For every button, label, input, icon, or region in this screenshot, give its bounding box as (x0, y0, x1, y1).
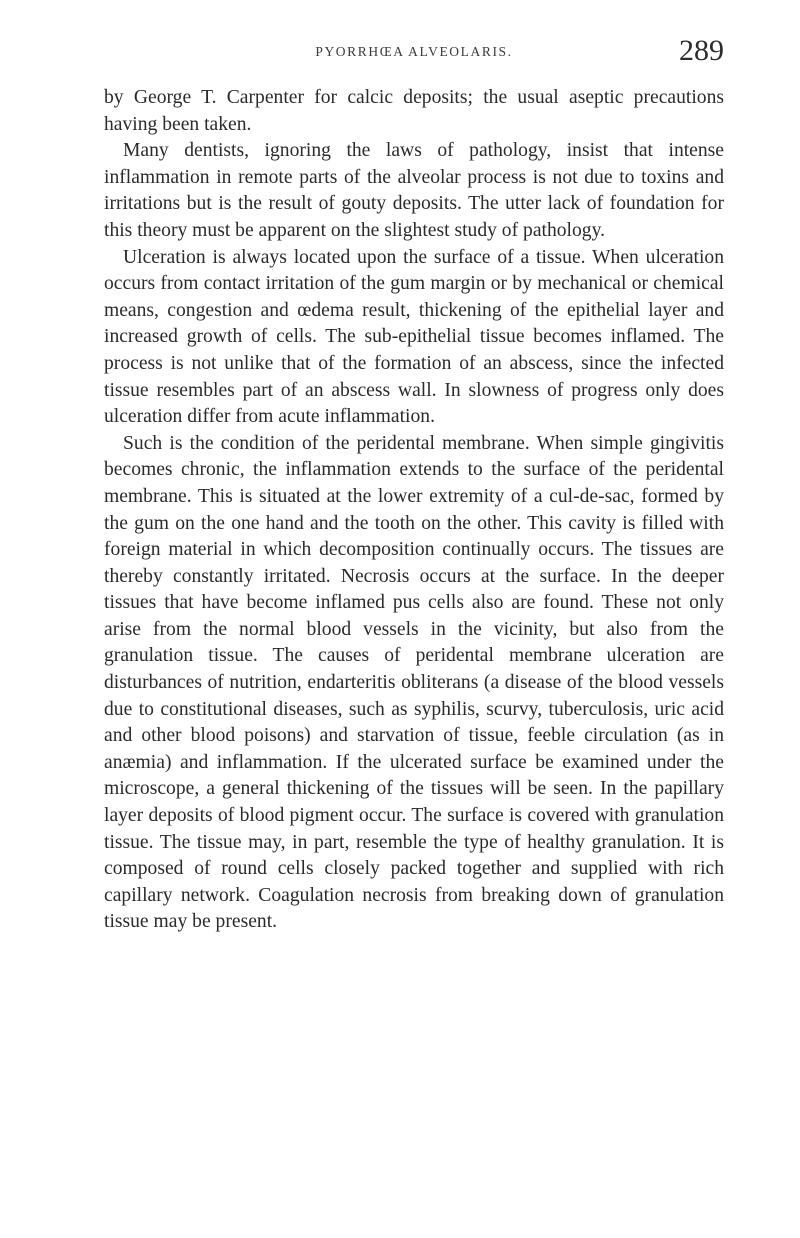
paragraph-continuation: by George T. Carpenter for calcic deposits; the usual aseptic precautions having been taken. (104, 87, 724, 135)
paragraph-gouty-deposits: Many dentists, ignoring the laws of pathology, insist that intense inflammation in remote parts of the alveolar process is not due to toxins and irritations but is the result of gouty deposits. The utter lack of foundation for this theory must be apparent on the slightest study of pathology. (104, 140, 724, 241)
page-number: 289 (679, 34, 724, 67)
running-head (104, 34, 724, 74)
body-text (104, 85, 724, 936)
running-title: PYORRHŒA ALVEOLARIS. (315, 44, 513, 59)
paragraph-ulceration: Ulceration is always located upon the surface of a tissue. When ulceration occurs from contact irritation of the gum margin or by mechanical or chemical means, congestion and œdema result, thickening of the epithelial layer and increased growth of cells. The sub-epithelial tissue becomes inflamed. The process is not unlike that of the formation of an abscess, since the infected tissue resembles part of an abscess wall. In slowness of progress only does ulceration differ from acute inflammation. (104, 246, 724, 428)
paragraph-peridental-membrane: Such is the condition of the peridental membrane. When simple gingivitis becomes chronic, the inflammation extends to the surface of the peridental membrane. This is situated at the lower extremity of a cul-de-sac, formed by the gum on the one hand and the tooth on the other. This cavity is filled with foreign material in which decomposition continually occurs. The tissues are thereby constantly irritated. Necrosis occurs at the surface. In the deeper tissues that have become inflamed pus cells also are found. These not only arise from the normal blood vessels in the vicinity, but also from the granulation tissue. The causes of peridental membrane ulceration are disturbances of nutrition, endarteritis obliterans (a disease of the blood vessels due to constitutional diseases, such as syphilis, scurvy, tuberculosis, uric acid and other blood poisons) and starvation of tissue, feeble circulation (as in anæmia) and inflammation. If the ulcerated surface be examined under the microscope, a general thickening of the tissues will be seen. In the papillary layer deposits of blood pigment occur. The surface is covered with granulation tissue. The tissue may, in part, resemble the type of healthy granulation. It is composed of round cells closely packed together and supplied with rich capillary network. Coagulation necrosis from breaking down of granulation tissue may be present. (104, 432, 724, 933)
